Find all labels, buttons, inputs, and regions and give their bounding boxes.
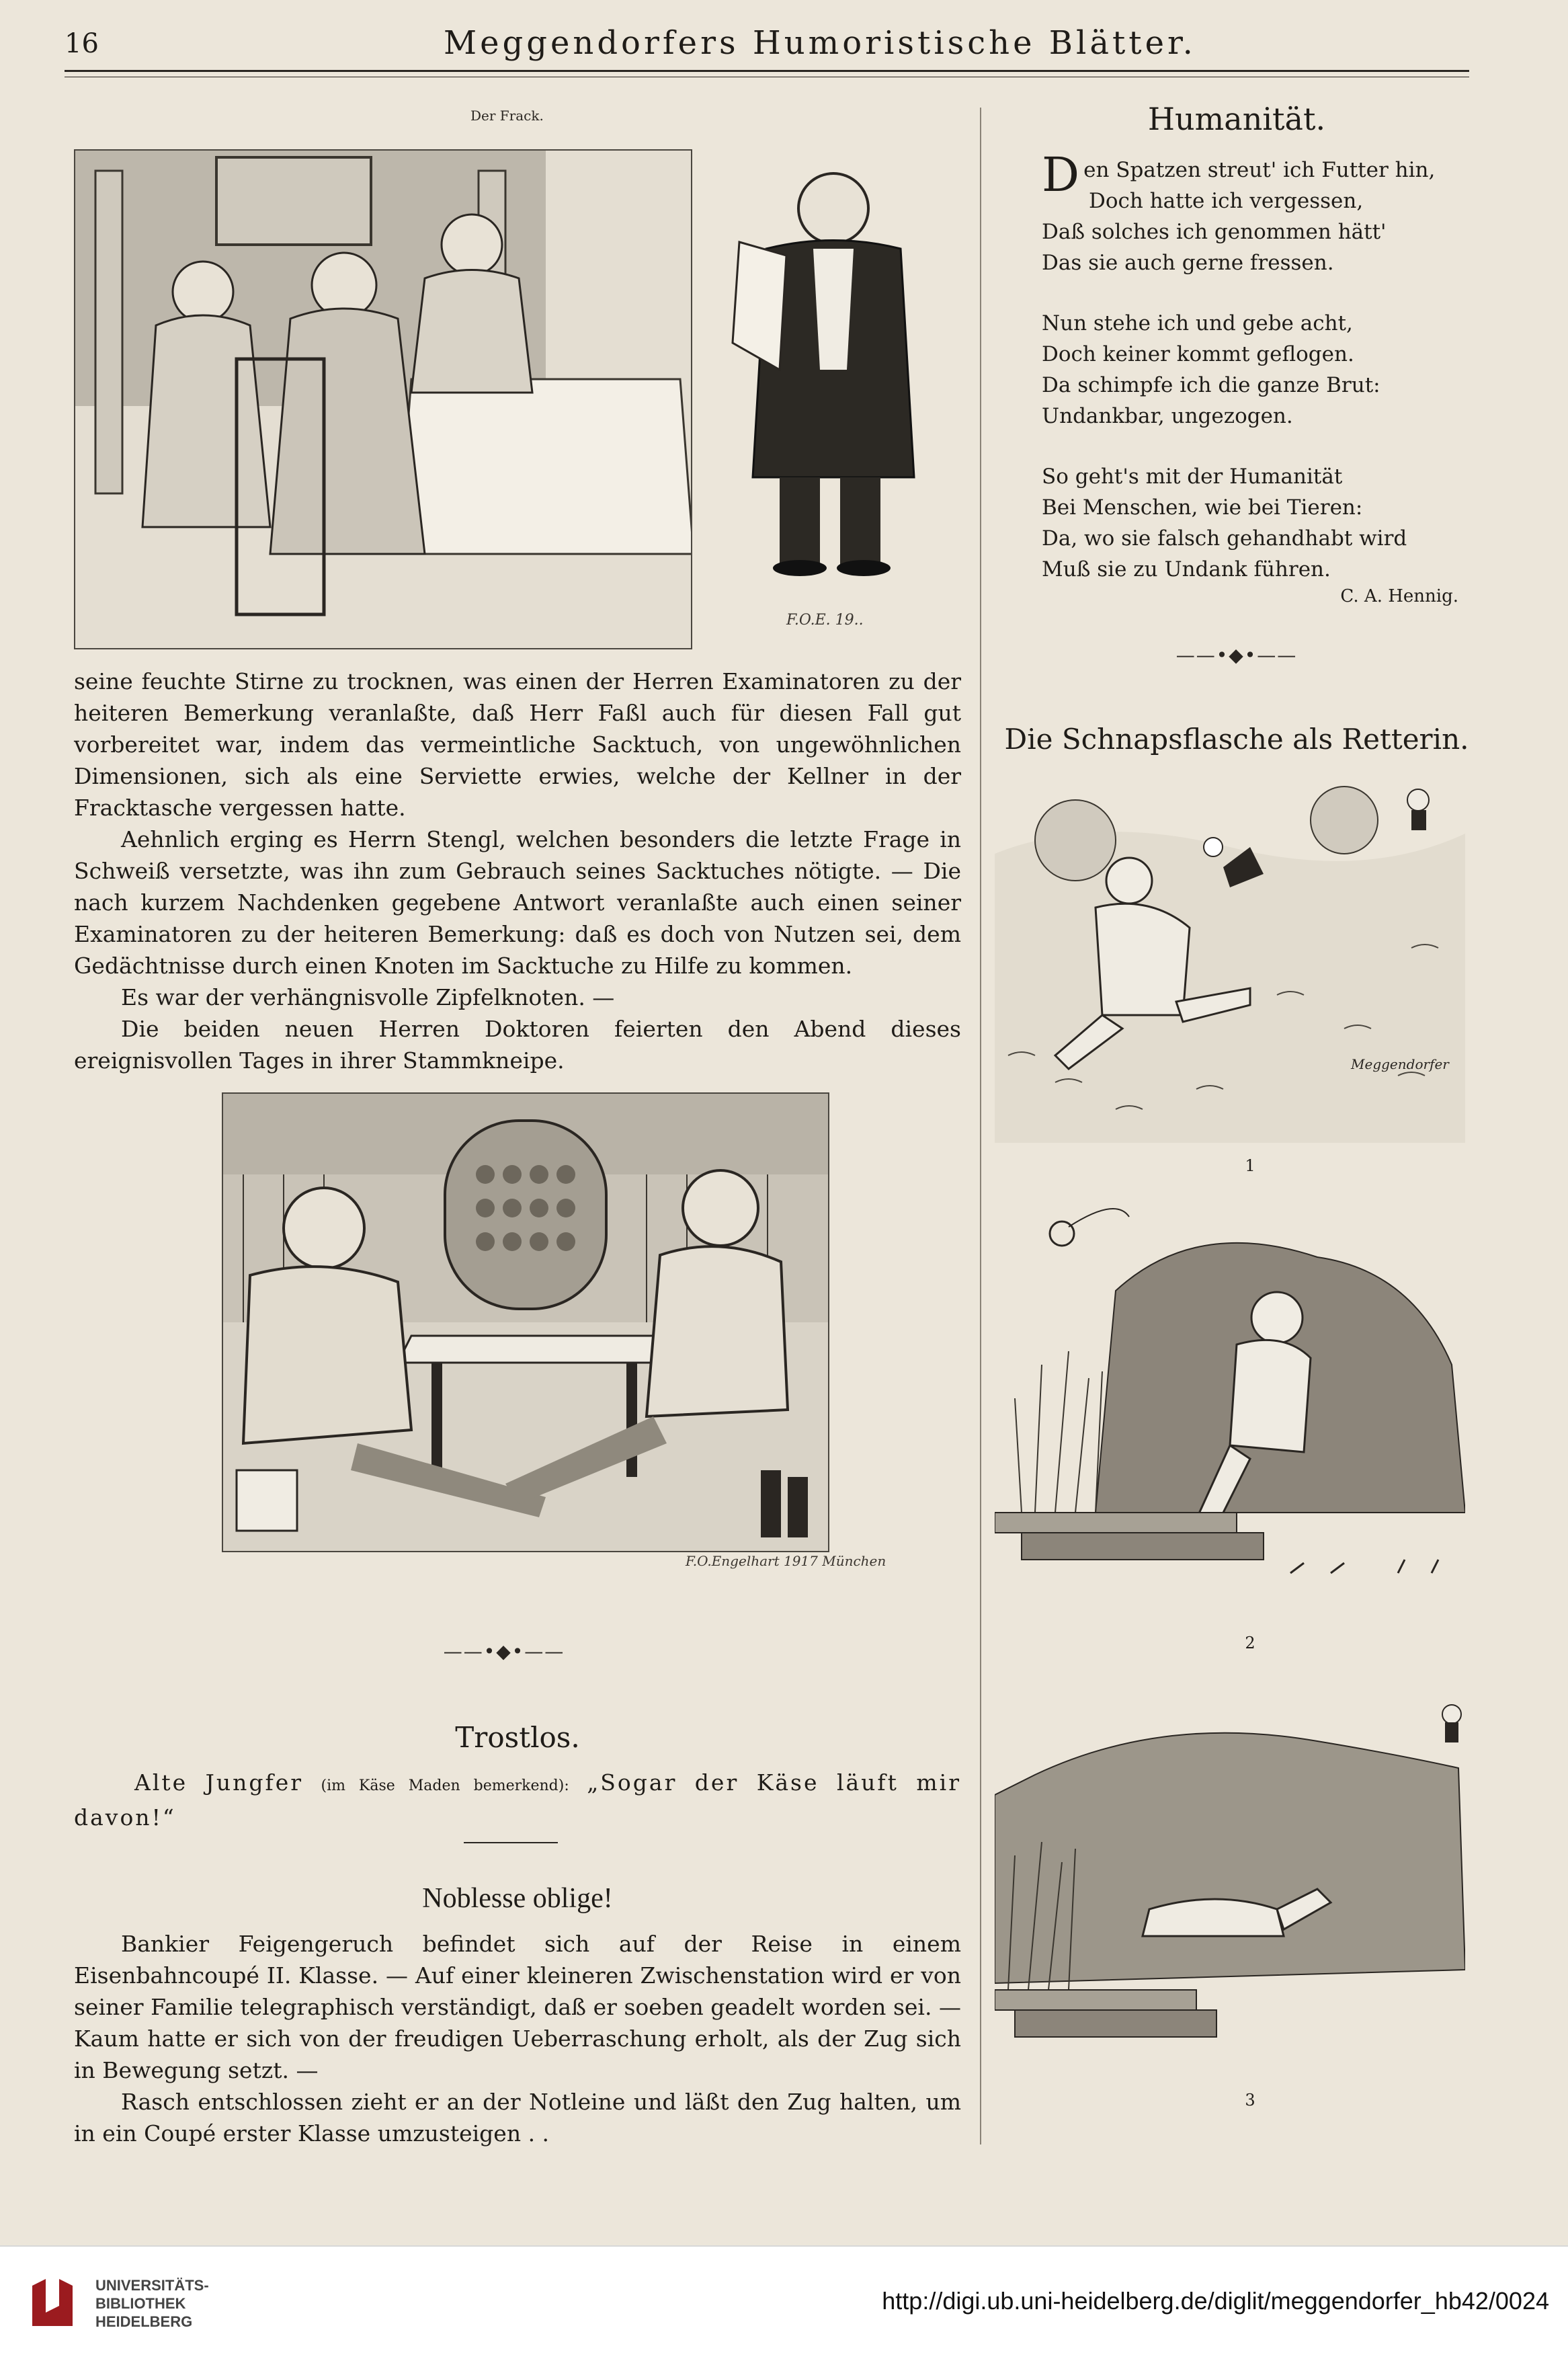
panel-1-signature: Meggendorfer [1351, 1056, 1449, 1072]
poem-stanza [1042, 461, 1458, 585]
frack-drawing [75, 151, 691, 648]
poem-humanitaet [1042, 147, 1458, 585]
poem-line: Das sie auch gerne fressen. [1042, 251, 1334, 275]
institution-line: HEIDELBERG [95, 2313, 193, 2330]
speaker: Alte Jungfer [134, 1769, 304, 1796]
ornament-divider: ——•◆•—— [1175, 644, 1298, 666]
panel-number: 3 [1245, 2091, 1255, 2110]
poem-stanza [1042, 147, 1458, 278]
panel-2-drawing [995, 1197, 1465, 1600]
poem-line: Doch keiner kommt geflogen. [1042, 342, 1354, 366]
poem-line: Da, wo sie falsch gehandhabt wird [1042, 526, 1407, 551]
section-title-noblesse: Noblesse oblige! [422, 1883, 613, 1914]
panel-number: 1 [1245, 1156, 1255, 1175]
panel-3-drawing [995, 1687, 1465, 2064]
poem-line: en Spatzen streut' ich Futter hin, [1083, 158, 1436, 182]
heidelberg-logo-icon [26, 2272, 86, 2333]
paragraph: Aehnlich erging es Herrn Stengl, welchen besonders die letzte Frage in Schweiß versetzte, was ihn zum Gebrauch seines Sacktuches nötigte. — Die nach kurzem Nachdenken gegebene Antwort veranlaßte auch einen seiner Examinatoren zu der heiteren Bemerkung: daß es doch von Nutzen sei, dem Gedächtnisse durch einen Knoten im Sacktuche zu Hilfe zu kommen. [74, 826, 961, 979]
poem-line: Da schimpfe ich die ganze Brut: [1042, 373, 1380, 397]
page-number: 16 [65, 28, 99, 59]
poem-line: Nun stehe ich und gebe acht, [1042, 311, 1353, 335]
paragraph: Es war der verhängnisvolle Zipfelknoten. — [121, 984, 615, 1010]
poem-line: Daß solches ich genommen hätt' [1042, 220, 1387, 244]
journal-title: Meggendorfers Humoristische Blätter. [444, 24, 1196, 62]
poem-stanza [1042, 308, 1458, 432]
poem-title: Humanität. [1147, 101, 1326, 137]
ornament-divider: ——•◆•—— [443, 1640, 565, 1662]
library-footer [0, 2245, 1568, 2365]
section-title-trostlos: Trostlos. [455, 1721, 580, 1754]
source-url-link[interactable]: http://digi.ub.uni-heidelberg.de/diglit/meggendorfer_hb42/0024 [882, 2287, 1549, 2315]
short-rule [464, 1842, 558, 1843]
poem-author: C. A. Hennig. [1340, 586, 1458, 606]
poem-line: Undankbar, ungezogen. [1042, 404, 1293, 428]
illustration-stammkneipe [222, 1092, 829, 1552]
article-text [74, 666, 961, 1076]
poem-line: So geht's mit der Humanität [1042, 465, 1343, 489]
comic-panel-1 [995, 773, 1465, 1143]
paragraph: seine feuchte Stirne zu trocknen, was einen der Herren Examinatoren zu der heiteren Bemerkung veranlaßte, daß Herr Faßl auch für diesen Fall gut vorbereitet war, indem das vermeintliche Sacktuch, von ungewöhnlichen Dimensionen, sich als eine Serviette erwies, welche der Kellner in der Fracktasche vergessen hatte. [74, 668, 961, 821]
poem-line: Muß sie zu Undank führen. [1042, 557, 1331, 582]
paragraph: Rasch entschlossen zieht er an der Notleine und läßt den Zug halten, um in ein Coupé erster Klasse umzusteigen . . [74, 2089, 961, 2147]
stage-note: (im Käse Maden bemerkend): [321, 1777, 569, 1794]
column-divider [980, 108, 981, 2144]
quote: „Sogar der Käse läuft mir davon!“ [74, 1769, 961, 1831]
section-title-schnapsflasche: Die Schnapsflasche als Retterin. [1004, 723, 1469, 756]
noblesse-text [74, 1928, 961, 2149]
comic-panel-2 [995, 1197, 1465, 1600]
illustration-signature: F.O.Engelhart 1917 München [686, 1553, 886, 1569]
poem-line: Bei Menschen, wie bei Tieren: [1042, 495, 1363, 520]
comic-panel-3 [995, 1687, 1465, 2064]
paragraph: Die beiden neuen Herren Doktoren feierten den Abend dieses ereignisvollen Tages in ihrer Stammkneipe. [74, 1016, 961, 1074]
institution-name [95, 2276, 209, 2331]
illustration-der-frack [74, 149, 692, 649]
poem-line: Doch hatte ich vergessen, [1089, 189, 1364, 213]
institution-line: BIBLIOTHEK [95, 2295, 186, 2312]
waiter-figure [712, 168, 954, 578]
illustration-caption: Der Frack. [470, 108, 544, 124]
drop-cap: D [1042, 147, 1080, 202]
stammkneipe-drawing [223, 1094, 828, 1551]
header-rule [65, 70, 1469, 72]
panel-number: 2 [1245, 1634, 1255, 1652]
trostlos-text [74, 1767, 961, 1833]
panel-1-drawing [995, 773, 1465, 1143]
illustration-signature: F.O.E. 19.. [786, 612, 864, 629]
institution-line: UNIVERSITÄTS- [95, 2277, 209, 2294]
paragraph: Bankier Feigengeruch befindet sich auf der Reise in einem Eisenbahncoupé II. Klasse. — Auf einer kleineren Zwischenstation wird er von seiner Familie telegraphisch verständigt, daß er soeben geadelt worden sei. — Kaum hatte er sich von der freudigen Ueberraschung erholt, als der Zug sich in Bewegung setzt. — [74, 1931, 961, 2083]
